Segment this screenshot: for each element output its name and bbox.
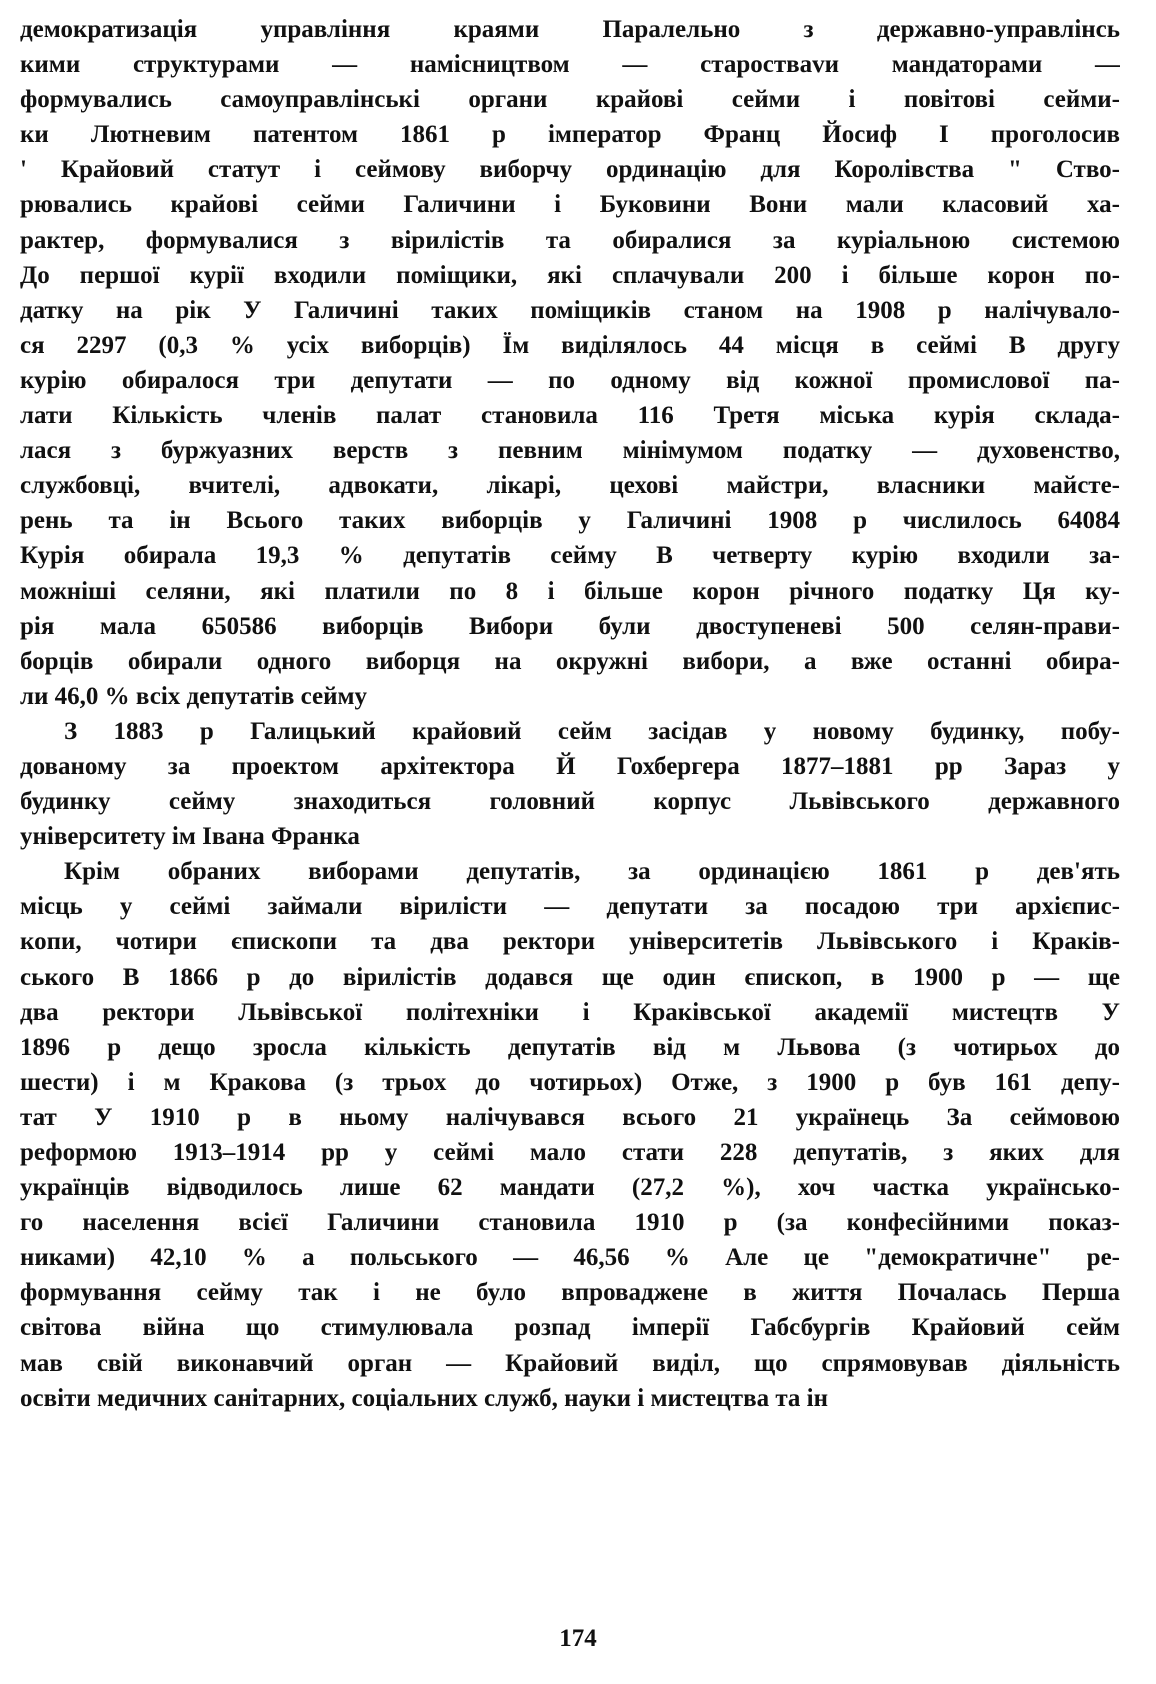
text-line: ли 46,0 % всіх депутатів сейму <box>20 682 368 710</box>
text-line: місць у сеймі займали вірилісти — депутати за посадою три архієпис- <box>20 893 1120 921</box>
text-line: го населення всієї Галичини становила 1910 р (за конфесійними показ- <box>20 1209 1120 1237</box>
text-line: ся 2297 (0,3 % усіх виборців) Їм виділялось 44 місця в сеймі В другу <box>20 331 1120 359</box>
text-line: формувались самоуправлінські органи крайові сейми і повітові сейми- <box>20 86 1120 114</box>
paragraph-2 <box>20 714 1120 854</box>
text-line: ки Лютневим патентом 1861 р імператор Франц Йосиф І проголосив <box>20 121 1120 149</box>
text-line: будинку сейму знаходиться головний корпус Львівського державного <box>20 788 1120 816</box>
text-line: До першої курії входили поміщики, які сплачували 200 і більше корон по- <box>20 261 1120 289</box>
text-line: никами) 42,10 % а польського — 46,56 % Але це "демократичне" ре- <box>20 1244 1120 1272</box>
text-line: кими структурами — намісництвом — старостваvи мандаторами — <box>20 51 1120 79</box>
text-line: два ректори Львівської політехніки і Краківської академії мистецтв У <box>20 998 1120 1026</box>
text-line: рактер, формувалися з вірилістів та обиралися за куріальною системою <box>20 226 1120 254</box>
text-line: можніші селяни, які платили по 8 і більше корон річного податку Ця ку- <box>20 577 1120 605</box>
text-line: копи, чотири єпископи та два ректори університетів Львівського і Кракiв- <box>20 928 1120 956</box>
text-line: тат У 1910 р в ньому налічувався всього 21 українець За сеймовою <box>20 1103 1120 1131</box>
text-line: 1896 р дещо зросла кількість депутатів від м Львова (з чотирьох до <box>20 1033 1120 1061</box>
text-line: ського В 1866 р до вірилістів додався ще один єпископ, в 1900 р — ще <box>20 963 1120 991</box>
page-text <box>20 12 1120 1416</box>
text-line: датку на рік У Галичині таких поміщиків станом на 1908 р налічувало- <box>20 296 1120 324</box>
text-line: демократизація управління краями Паралельно з державно-управлінсь <box>20 16 1120 43</box>
text-line: З 1883 р Галицький крайовий сейм засідав у новому будинку, побу- <box>64 717 1120 745</box>
text-line: мав свій виконавчий орган — Крайовий виділ, що спрямовував діяльність <box>20 1349 1120 1377</box>
text-line: формування сейму так і не було впроваджене в життя Почалась Перша <box>20 1279 1120 1307</box>
text-line: службовці, вчителі, адвокати, лікарі, цехові майстри, власники майсте- <box>20 472 1120 500</box>
text-line: рень та ін Всього таких виборців у Галичині 1908 р числилось 64084 <box>20 507 1120 535</box>
text-line: світова війна що стимулювала розпад імперії Габсбургів Крайовий сейм <box>20 1314 1120 1342</box>
text-line: рювались крайові сейми Галичини і Буковини Вони мали класовий ха- <box>20 191 1120 219</box>
text-line: курію обиралося три депутати — по одному від кожної промислової па- <box>20 366 1120 394</box>
text-line: ' Крайовий статут і сеймову виборчу ординацію для Королівства " Ство- <box>20 156 1120 184</box>
text-line: університету ім Івана Франка <box>20 823 360 851</box>
text-line: українців відводилось лише 62 мандати (27,2 %), хоч частка українсько- <box>20 1174 1120 1202</box>
text-line: реформою 1913–1914 рр у сеймі мало стати 228 депутатів, з яких для <box>20 1139 1120 1166</box>
paragraph-1 <box>20 12 1120 714</box>
text-line: лася з буржуазних верств з певним мінімумом податку — духовенство, <box>20 437 1120 465</box>
paragraph-3 <box>20 854 1120 1416</box>
text-line: рія мала 650586 виборців Вибори були двоступеневі 500 селян-прави- <box>20 612 1120 640</box>
text-line: лати Кількість членів палат становила 116 Третя міська курія склада- <box>20 402 1120 430</box>
page-number: 174 <box>559 1625 597 1652</box>
text-line: Курія обирала 19,3 % депутатів сейму В четверту курію входили за- <box>20 542 1120 570</box>
text-line: шести) і м Кракова (з трьох до чотирьох) Отже, з 1900 р був 161 депу- <box>20 1068 1120 1096</box>
text-line: освіти медичних санітарних, соціальних служб, науки і мистецтва та ін <box>20 1384 829 1412</box>
text-line: дованому за проектом архітектора Й Гохбергера 1877–1881 рр Зараз у <box>20 752 1120 780</box>
text-line: борців обирали одного виборця на окружні вибори, а вже останні обира- <box>20 647 1120 675</box>
text-line: Крім обраних виборами депутатів, за ординацією 1861 р дев'ять <box>64 858 1120 886</box>
